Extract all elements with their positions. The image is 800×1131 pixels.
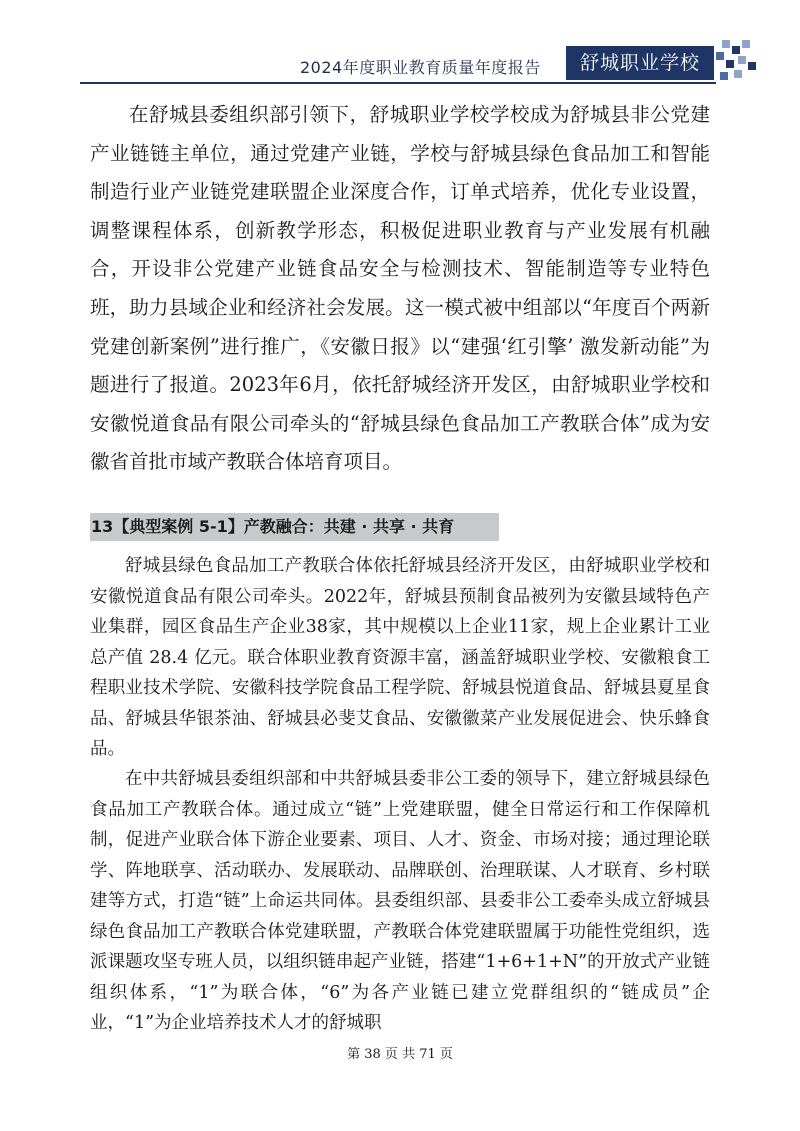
case-title: 13【典型案例 5-1】产教融合：共建 · 共享 · 共育	[90, 513, 499, 541]
report-title: 2024年度职业教育质量年度报告	[300, 58, 541, 77]
decorative-squares-icon	[716, 40, 756, 84]
body-paragraph-1: 在舒城县委组织部引领下，舒城职业学校学校成为舒城县非公党建产业链链主单位，通过党建产业链，学校与舒城县绿色食品加工和智能制造行业产业链党建联盟企业深度合作，订单式培养，优化专业设置，调整课程体系，创新教学形态，积极促进职业教育与产业发展有机融合，开设非公党建产业链食品安全与检测技术、智能制造等专业特色班，助力县域企业和经济社会发展。这一模式被中组部以“年度百个两新党建创新案例”进行推广，《安徽日报》以“建强‘红引擎’ 激发新动能”为题进行了报道。2023年6月，依托舒城经济开发区，由舒城职业学校和安徽悦道食品有限公司牵头的“舒城县绿色食品加工产教联合体”成为安徽省首批市域产教联合体培育项目。	[90, 103, 710, 474]
school-name-badge: 舒城职业学校	[566, 46, 714, 80]
page-number: 第 38 页 共 71 页	[347, 1047, 453, 1062]
body-paragraph-3: 在中共舒城县委组织部和中共舒城县委非公工委的领导下，建立舒城县绿色食品加工产教联合体。通过成立“链”上党建联盟，健全日常运行和工作保障机制，促进产业联合体下游企业要素、项目、人才、资金、市场对接；通过理论联学、阵地联享、活动联办、发展联动、品牌联创、治理联谋、人才联育、乡村联建等方式，打造“链”上命运共同体。县委组织部、县委非公工委牵头成立舒城县绿色食品加工产教联合体党建联盟，产教联合体党建联盟属于功能性党组织，选派课题攻坚专班人员，以组织链串起产业链，搭建“1+6+1+N”的开放式产业链组织体系，“1”为联合体，“6”为各产业链已建立党群组织的“链成员”企业，“1”为企业培养技术人才的舒城职	[90, 769, 710, 1033]
body-paragraph-2: 舒城县绿色食品加工产教联合体依托舒城县经济开发区，由舒城职业学校和安徽悦道食品有限公司牵头。2022年，舒城县预制食品被列为安徽县域特色产业集群，园区食品生产企业38家，其中规模以上企业11家，规上企业累计工业总产值 28.4 亿元。联合体职业教育资源丰富，涵盖舒城职业学校、安徽粮食工程职业技术学院、安徽科技学院食品工程学院、舒城县悦道食品、舒城县夏星食品、舒城县华银茶油、舒城县必斐艾食品、安徽徽菜产业发展促进会、快乐蜂食品。	[90, 556, 710, 759]
header-divider	[80, 82, 716, 84]
